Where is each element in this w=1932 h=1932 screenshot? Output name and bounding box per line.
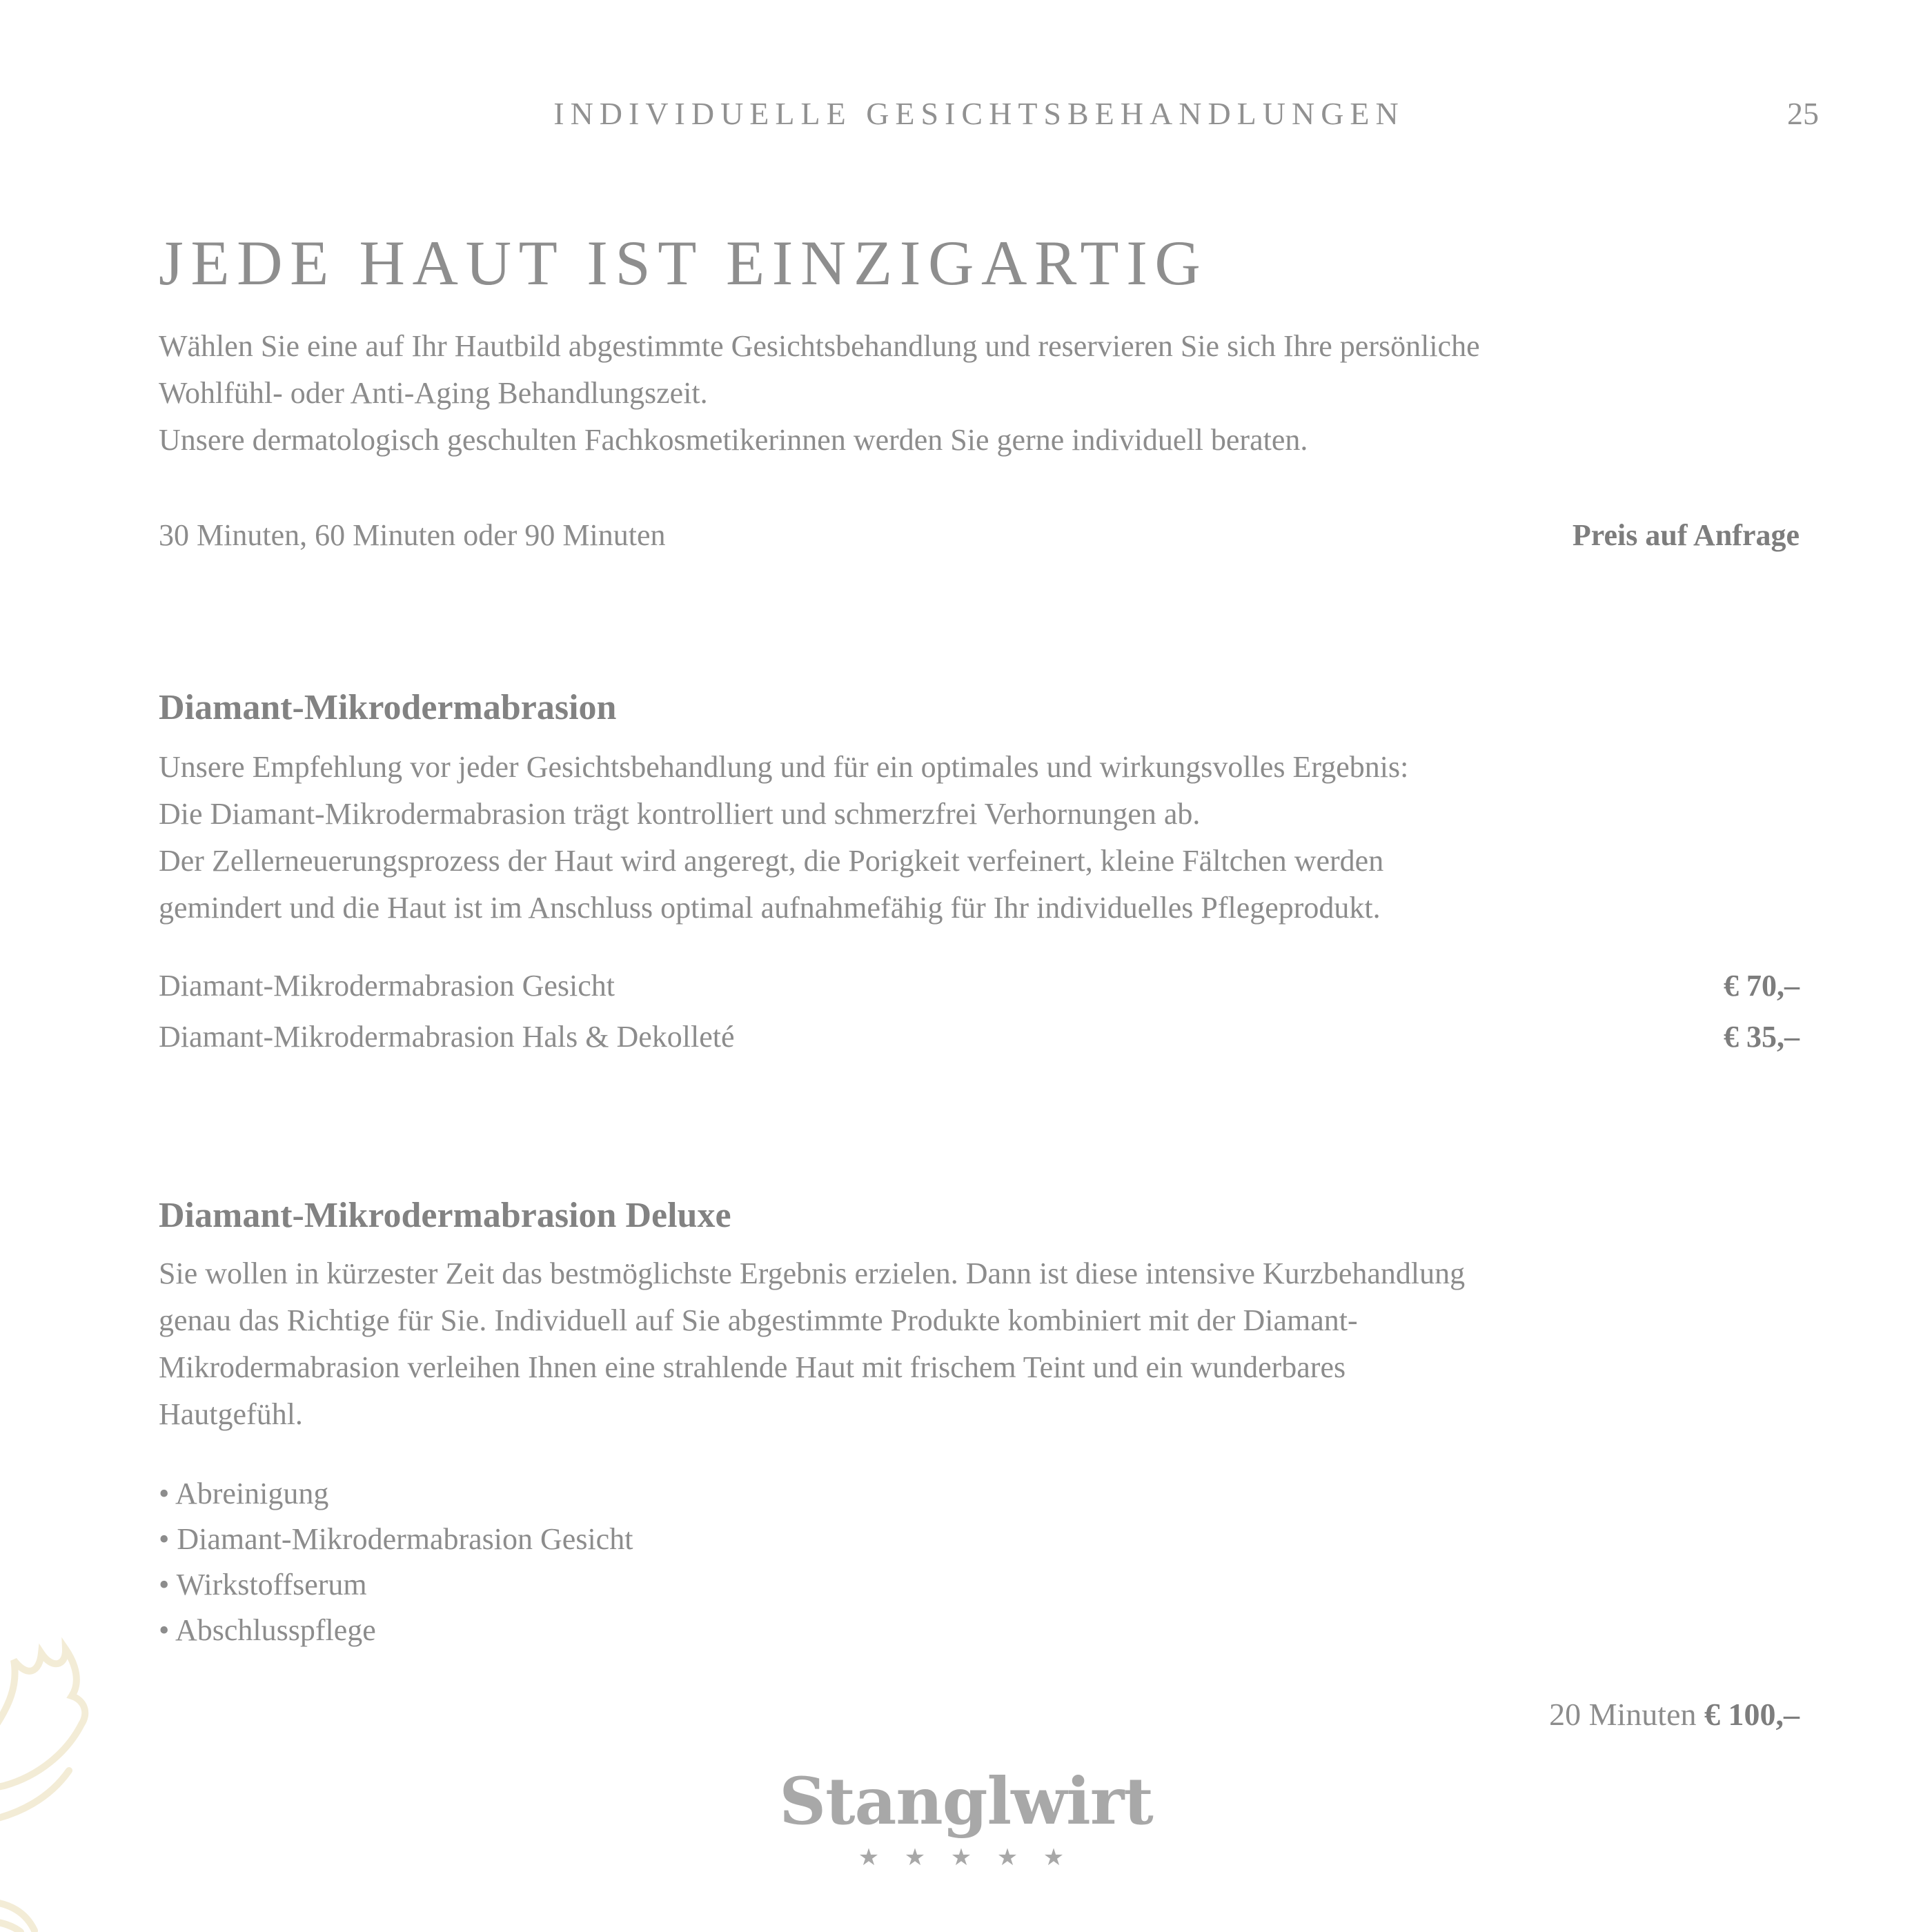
section-heading-mikrodermabrasion: Diamant-Mikrodermabrasion xyxy=(159,688,617,727)
price-row xyxy=(159,960,1800,1012)
intro-line: Wählen Sie eine auf Ihr Hautbild abgestimmte Gesichtsbehandlung und reservieren Sie sich Ihre persönliche xyxy=(159,329,1480,363)
price-row xyxy=(159,1012,1800,1063)
intro-line: Unsere dermatologisch geschulten Fachkosmetikerinnen werden Sie gerne individuell beraten. xyxy=(159,423,1308,457)
body-line: genau das Richtige für Sie. Individuell auf Sie abgestimmte Produkte kombiniert mit der Diamant- xyxy=(159,1303,1358,1337)
price-list xyxy=(159,960,1800,1063)
stanglwirt-logo: Stanglwirt xyxy=(779,1764,1153,1840)
treatment-label: Diamant-Mikrodermabrasion Gesicht xyxy=(159,969,615,1003)
deluxe-bullet-list xyxy=(159,1471,1800,1653)
deluxe-duration: 20 Minuten xyxy=(1549,1697,1697,1732)
treatment-price: € 35,– xyxy=(1724,1020,1800,1054)
treatment-label: Diamant-Mikrodermabrasion Hals & Dekolleté xyxy=(159,1020,735,1054)
section-heading-deluxe: Diamant-Mikrodermabrasion Deluxe xyxy=(159,1196,731,1235)
five-stars-icon: ★ ★ ★ ★ ★ xyxy=(858,1845,1074,1871)
duration-price-row xyxy=(159,512,1800,559)
deluxe-price: € 100,– xyxy=(1704,1697,1800,1732)
body-line: Der Zellerneuerungsprozess der Haut wird angeregt, die Porigkeit verfeinert, kleine Fältchen werden xyxy=(159,844,1384,878)
section-body-mikrodermabrasion xyxy=(159,744,1800,931)
bullet-item: • Abschlusspflege xyxy=(159,1608,1800,1653)
intro-line: Wohlfühl- oder Anti-Aging Behandlungszeit. xyxy=(159,376,708,410)
running-head-title: INDIVIDUELLE GESICHTSBEHANDLUNGEN xyxy=(553,96,1405,131)
body-line: Die Diamant-Mikrodermabrasion trägt kontrolliert und schmerzfrei Verhornungen ab. xyxy=(159,797,1201,831)
bullet-item: • Wirkstoffserum xyxy=(159,1562,1800,1608)
body-line: Hautgefühl. xyxy=(159,1397,303,1431)
bullet-item: • Diamant-Mikrodermabrasion Gesicht xyxy=(159,1517,1800,1562)
body-line: Mikrodermabrasion verleihen Ihnen eine strahlende Haut mit frischem Teint und ein wunderbares xyxy=(159,1350,1346,1384)
body-line: gemindert und die Haut ist im Anschluss optimal aufnahmefähig für Ihr individuelles Pflegeprodukt. xyxy=(159,891,1381,925)
page-title: JEDE HAUT IST EINZIGARTIG xyxy=(159,228,1208,298)
treatment-price: € 70,– xyxy=(1724,969,1800,1003)
running-head xyxy=(159,95,1819,137)
bullet-item: • Abreinigung xyxy=(159,1471,1800,1517)
body-line: Sie wollen in kürzester Zeit das bestmöglichste Ergebnis erzielen. Dann ist diese intensive Kurzbehandlung xyxy=(159,1256,1466,1290)
deluxe-price-row xyxy=(159,1696,1800,1733)
intro-paragraph xyxy=(159,323,1800,464)
page-number: 25 xyxy=(1787,96,1819,131)
duration-text: 30 Minuten, 60 Minuten oder 90 Minuten xyxy=(159,518,666,552)
body-line: Unsere Empfehlung vor jeder Gesichtsbehandlung und für ein optimales und wirkungsvolles Ergebnis: xyxy=(159,750,1409,784)
price-on-request: Preis auf Anfrage xyxy=(1572,518,1800,552)
section-body-deluxe xyxy=(159,1250,1800,1438)
